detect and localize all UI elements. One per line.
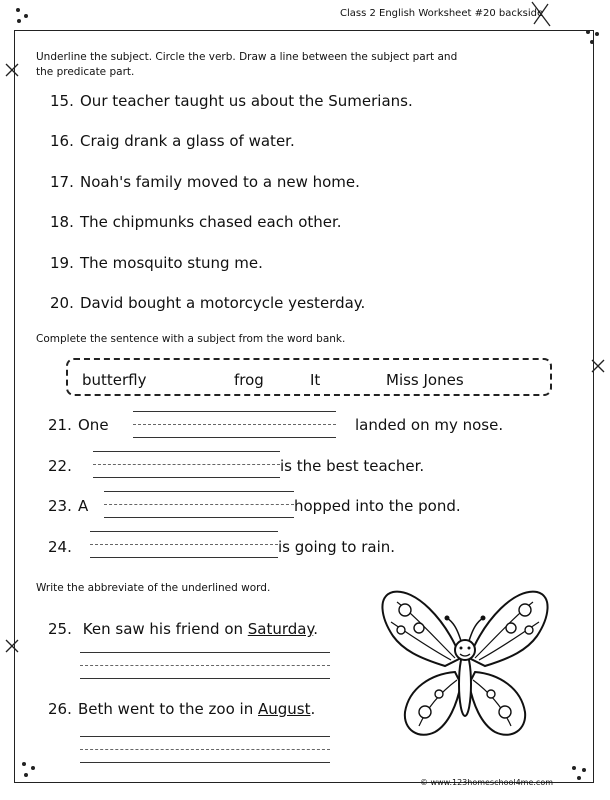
item-number: 16. [50,132,74,150]
underlined-word: August [258,700,311,718]
item-text: Craig drank a glass of water. [80,132,295,150]
item-suffix: is going to rain. [278,538,396,556]
answer-line-mid [93,464,280,465]
item-number: 15. [50,92,74,110]
answer-line-mid [90,544,278,545]
underlined-word: Saturday [247,620,314,638]
item-text-end: . [313,620,319,638]
sentence-item [50,92,413,110]
answer-blank[interactable] [90,557,278,558]
writing-blank[interactable] [80,762,330,763]
item-number: 24. [48,538,72,556]
item-text-end: . [310,700,316,718]
abbreviation-item [48,700,315,718]
writing-blank[interactable] [80,678,330,679]
item-text: Ken saw his friend on [82,620,243,638]
abbreviation-item [48,620,318,638]
worksheet-title: Class 2 English Worksheet #20 backside [340,8,544,19]
item-text: Beth went to the zoo in [78,700,254,718]
sentence-item [50,132,295,150]
item-number: 19. [50,254,74,272]
answer-line-top [133,411,336,412]
section2-instruction: Complete the sentence with a subject from the word bank. [36,333,346,345]
writing-line-mid [80,665,330,666]
sentence-item [50,254,263,272]
item-number: 22. [48,457,72,475]
fill-blank-item [48,457,78,475]
item-suffix: landed on my nose. [355,416,504,434]
item-number: 23. [48,497,72,515]
item-number: 20. [50,294,74,312]
fill-blank-item [48,416,109,434]
answer-line-top [104,491,294,492]
sentence-item [50,294,365,312]
section1-instruction-line1: Underline the subject. Circle the verb. Draw a line between the subject part and [36,51,458,63]
item-prefix: A [78,497,89,515]
word-bank-word: It [310,371,321,389]
word-bank-word: Miss Jones [386,371,464,389]
butterfly-icon [375,588,555,748]
answer-line-mid [104,504,294,505]
item-text: David bought a motorcycle yesterday. [80,294,366,312]
fill-blank-item [48,538,78,556]
writing-line-mid [80,749,330,750]
answer-blank[interactable] [133,437,336,438]
section1-instruction [36,50,457,80]
item-prefix: One [78,416,109,434]
answer-line-top [90,531,278,532]
section3-instruction: Write the abbreviate of the underlined word. [36,582,271,594]
fill-blank-item [48,497,88,515]
item-suffix: hopped into the pond. [294,497,461,515]
item-text: The mosquito stung me. [80,254,263,272]
item-number: 18. [50,213,74,231]
item-text: The chipmunks chased each other. [80,213,342,231]
item-suffix: is the best teacher. [280,457,425,475]
sentence-item [50,213,342,231]
word-bank-word: butterfly [82,371,147,389]
item-text: Our teacher taught us about the Sumerians. [80,92,413,110]
sentence-item [50,173,360,191]
answer-blank[interactable] [93,477,280,478]
copyright-text: © www.123homeschool4me.com [420,778,554,787]
answer-line-top [93,451,280,452]
answer-blank[interactable] [104,517,294,518]
writing-line-top [80,652,330,653]
word-bank-word: frog [234,371,264,389]
dots-decor-top-left [14,6,34,26]
section1-instruction-line2: the predicate part. [36,66,135,78]
word-bank [66,358,552,396]
item-number: 26. [48,700,72,718]
writing-line-top [80,736,330,737]
answer-line-mid [133,424,336,425]
item-number: 25. [48,620,72,638]
item-number: 21. [48,416,72,434]
item-text: Noah's family moved to a new home. [80,173,360,191]
item-number: 17. [50,173,74,191]
